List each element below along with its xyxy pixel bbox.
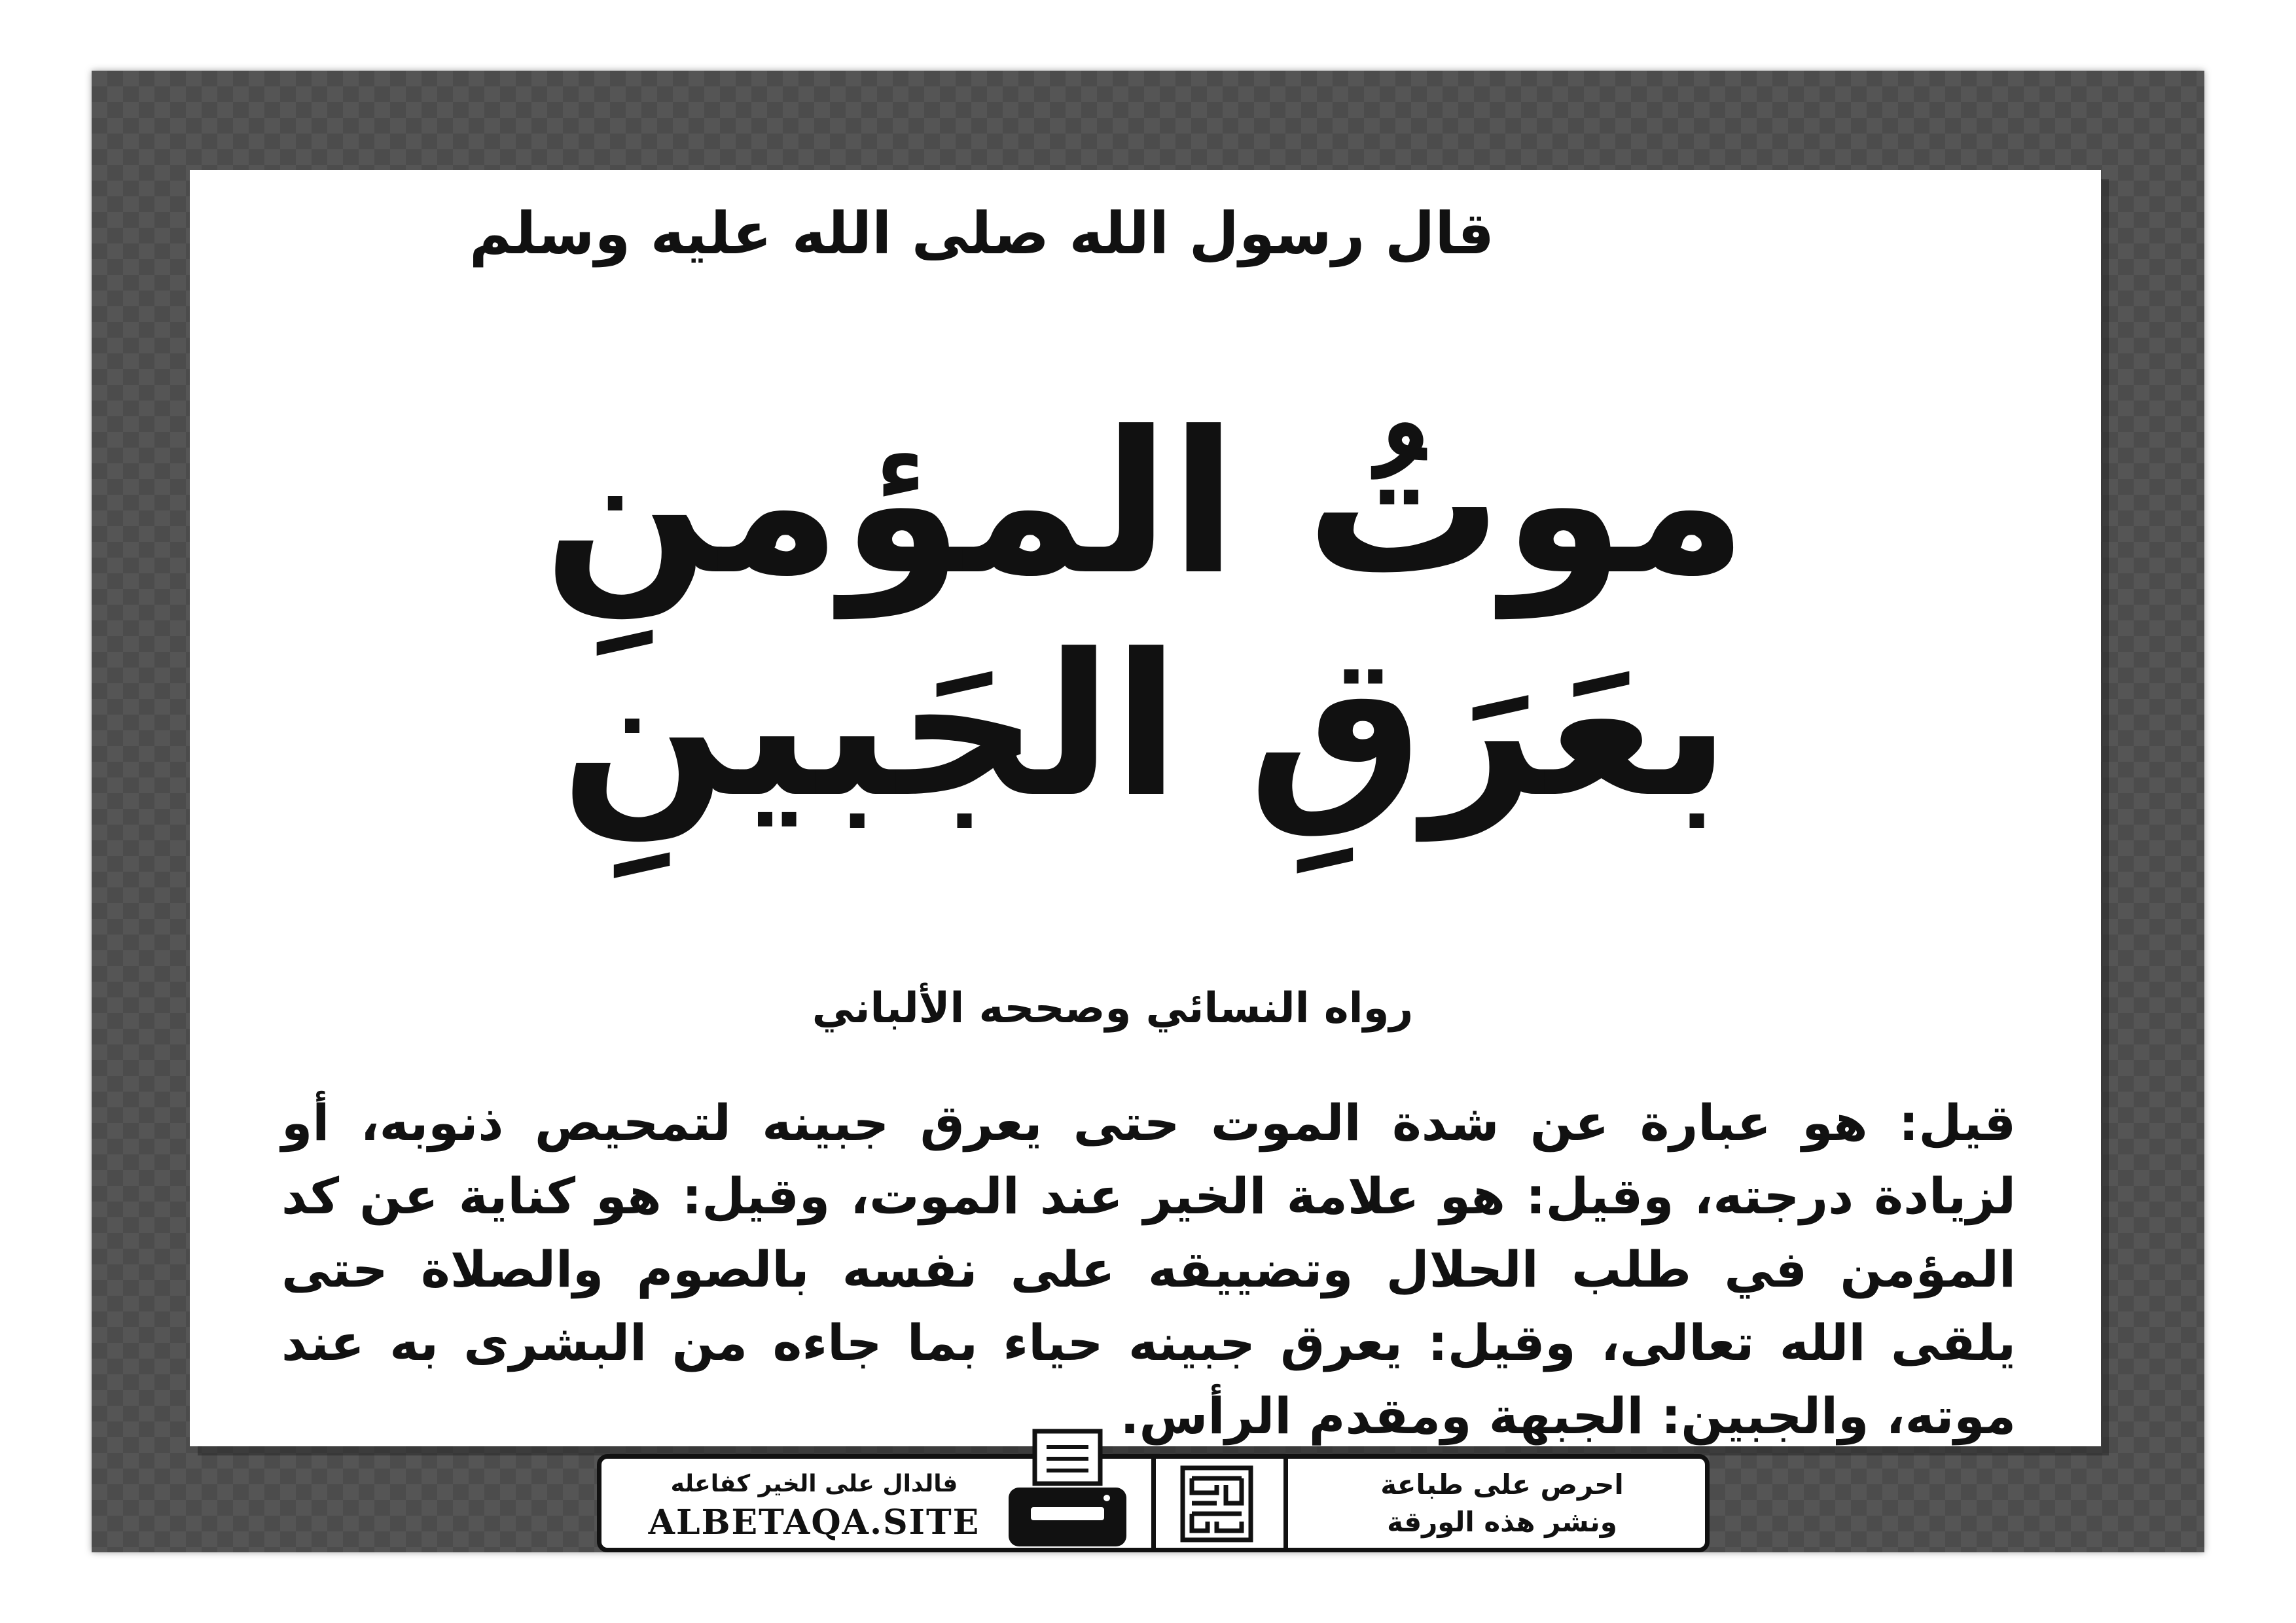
footer-tagline: فالدال على الخير كفاعله <box>670 1471 958 1497</box>
narrator-line: رواه النسائي وصححه الألباني <box>812 984 1414 1033</box>
footer-bar <box>597 1454 1710 1552</box>
footer-call-block <box>1299 1459 1705 1548</box>
hadith-title-line-2: بعَرَقِ الجَبينِ <box>560 612 1731 840</box>
intro-line: قال رسول الله صلى الله عليه وسلم <box>469 200 1495 267</box>
footer-divider <box>1151 1459 1156 1548</box>
site-link[interactable]: ALBETAQA.SITE <box>648 1503 980 1543</box>
printer-icon <box>1002 1427 1133 1552</box>
content-card <box>190 170 2101 1446</box>
logo-calligraphy <box>1177 1463 1256 1545</box>
footer-call-line-1: احرص على طباعة <box>1380 1469 1624 1501</box>
explanation-paragraph: قيل: هو عبارة عن شدة الموت حتى يعرق جبينه لتمحيص ذنوبه، أو لزيادة درجته، وقيل: هو علامة الخير عند الموت، وقيل: هو كناية عن كد المؤمن في طلب الحلال وتضييقه على نفسه بالصوم والصلاة حتى يلقى الله تعالى، وقيل: يعرق جبينه حياء بما جاءه من البشرى به عند موته، والجبين: الجبهة ومقدم الرأس. <box>281 1094 2016 1445</box>
footer-call-line-2: ونشر هذه الورقة <box>1387 1505 1617 1538</box>
footer-site-block <box>601 1459 1027 1548</box>
footer-divider <box>1283 1459 1288 1548</box>
hadith-title-line-1: موتُ المؤمنِ <box>543 389 1748 618</box>
